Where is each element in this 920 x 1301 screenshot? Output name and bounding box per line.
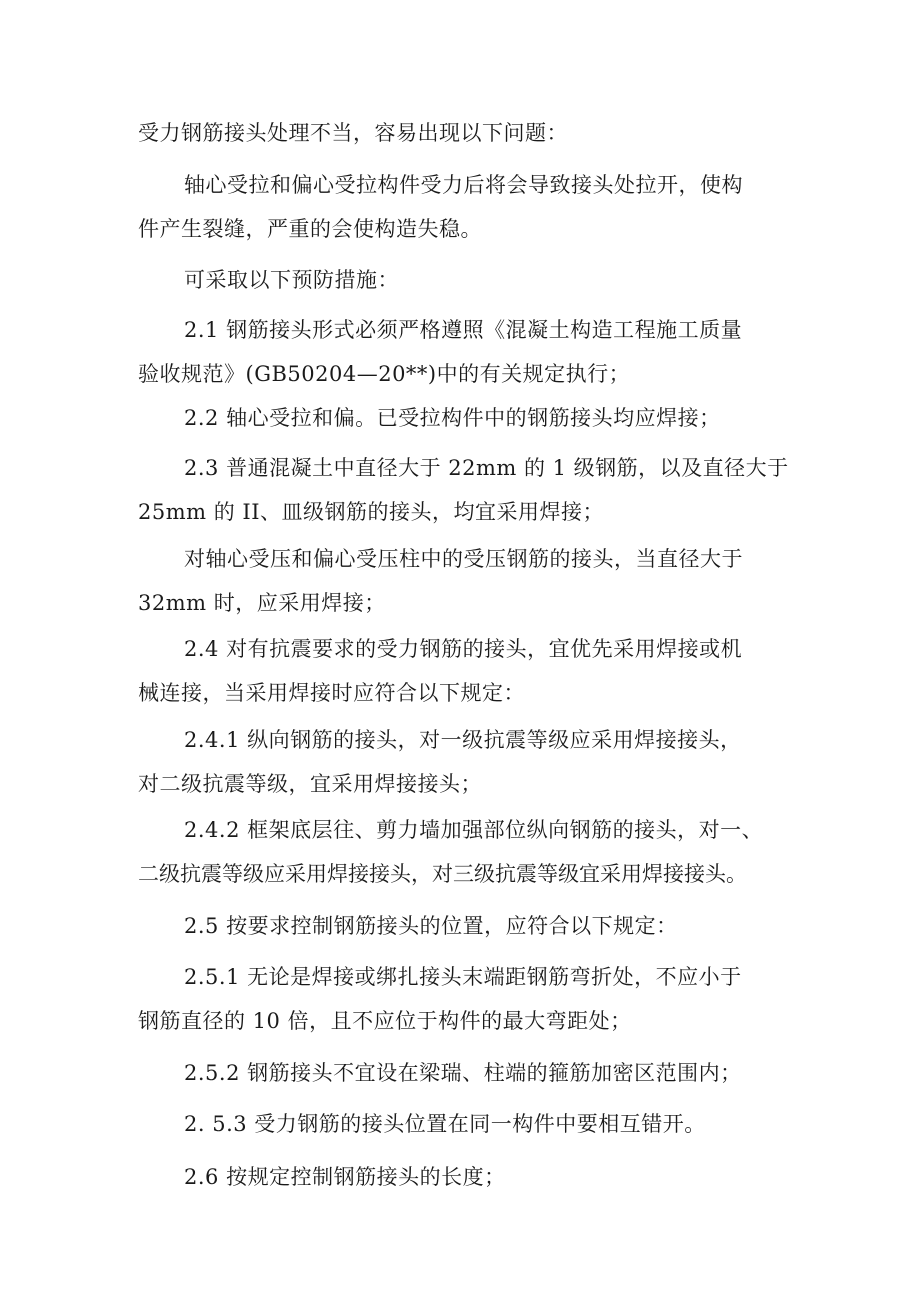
paragraph-2-5 bbox=[138, 904, 798, 948]
text-line: 2.6 按规定控制钢筋接头的长度； bbox=[184, 1165, 506, 1189]
text-line: 32mm 时，应采用焊接； bbox=[138, 591, 386, 615]
text-line: 对二级抗震等级，宜采用焊接接头； bbox=[138, 772, 482, 796]
paragraph-intro bbox=[138, 111, 798, 155]
text-line: 2.5 按要求控制钢筋接头的位置，应符合以下规定： bbox=[184, 914, 678, 938]
text-line: 钢筋直径的 10 倍，且不应位于构件的最大弯距处； bbox=[138, 1009, 632, 1033]
paragraph-2-3 bbox=[138, 446, 798, 534]
paragraph-2-2 bbox=[138, 396, 798, 440]
text-line: 25mm 的 II、皿级钢筋的接头，均宜采用焊接； bbox=[138, 500, 604, 524]
text-line: 2.4.2 框架底层往、剪力墙加强部位纵向钢筋的接头，对一、 bbox=[184, 818, 764, 842]
text-line: 2. 5.3 受力钢筋的接头位置在同一构件中要相互错开。 bbox=[184, 1112, 706, 1136]
paragraph-2-5-1 bbox=[138, 955, 798, 1043]
paragraph-2-6 bbox=[138, 1155, 798, 1199]
paragraph-2-5-2 bbox=[138, 1051, 798, 1095]
text-line: 验收规范》(GB50204—20**)中的有关规定执行； bbox=[138, 362, 631, 386]
paragraph-2-4-1 bbox=[138, 718, 798, 806]
paragraph-problem bbox=[138, 163, 798, 251]
text-line: 2.4.1 纵向钢筋的接头，对一级抗震等级应采用焊接接头， bbox=[184, 728, 742, 752]
text-line: 可采取以下预防措施： bbox=[184, 268, 399, 292]
paragraph-2-4 bbox=[138, 627, 798, 715]
text-line: 件产生裂缝，严重的会使构造失稳。 bbox=[138, 217, 482, 241]
paragraph-2-1 bbox=[138, 308, 798, 396]
text-line: 对轴心受压和偏心受压柱中的受压钢筋的接头，当直径大于 bbox=[184, 547, 743, 571]
text-line: 受力钢筋接头处理不当，容易出现以下问题： bbox=[138, 121, 568, 145]
text-line: 械连接，当采用焊接时应符合以下规定： bbox=[138, 681, 525, 705]
text-line: 轴心受拉和偏心受拉构件受力后将会导致接头处拉开，使构 bbox=[184, 173, 743, 197]
text-line: 2.2 轴心受拉和偏。已受拉构件中的钢筋接头均应焊接； bbox=[184, 406, 721, 430]
paragraph-2-4-2 bbox=[138, 808, 798, 896]
text-line: 2.4 对有抗震要求的受力钢筋的接头，宜优先采用焊接或机 bbox=[184, 637, 743, 661]
paragraph-2-5-3 bbox=[138, 1102, 798, 1146]
text-line: 2.1 钢筋接头形式必须严格遵照《混凝土构造工程施工质量 bbox=[184, 318, 743, 342]
text-line: 2.5.1 无论是焊接或绑扎接头末端距钢筋弯折处，不应小于 bbox=[184, 965, 742, 989]
text-line: 2.3 普通混凝土中直径大于 22mm 的 1 级钢筋，以及直径大于 bbox=[184, 456, 789, 480]
paragraph-axial-compression bbox=[138, 537, 798, 625]
text-line: 二级抗震等级应采用焊接接头，对三级抗震等级宜采用焊接接头。 bbox=[138, 862, 747, 886]
paragraph-measures-heading bbox=[138, 258, 798, 302]
text-line: 2.5.2 钢筋接头不宜设在梁瑞、柱端的箍筋加密区范围内； bbox=[184, 1061, 742, 1085]
